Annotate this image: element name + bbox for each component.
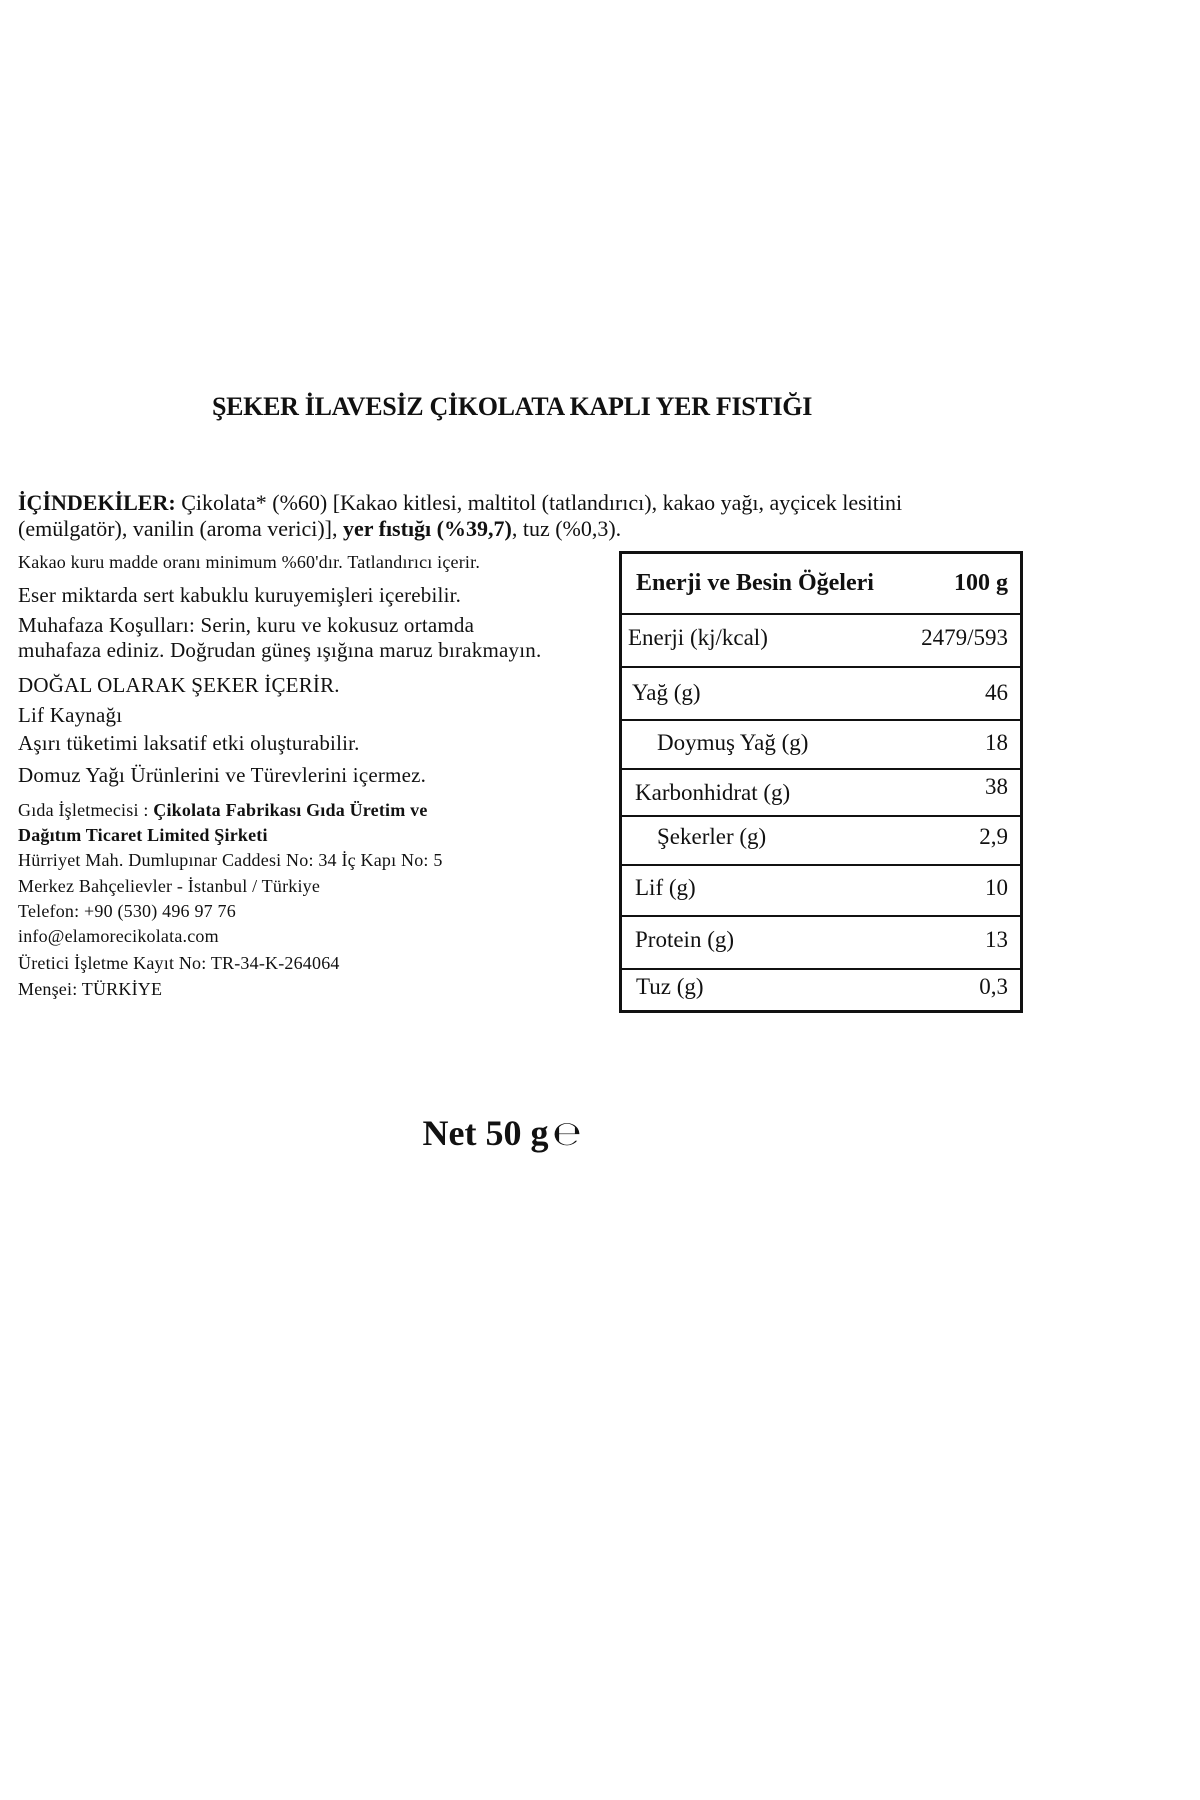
nutrition-row-label: Lif (g) [635, 875, 696, 900]
nutrition-header-value: 100 g [954, 570, 1008, 596]
net-weight [0, 1112, 1004, 1154]
nutrition-table [619, 551, 1023, 1013]
nutrition-row-value: 10 [985, 875, 1008, 900]
producer-line-1 [18, 800, 428, 821]
nutrition-row-protein [622, 915, 1020, 970]
nutrition-row-value: 2,9 [979, 824, 1008, 849]
natural-sugar-note: DOĞAL OLARAK ŞEKER İÇERİR. [18, 673, 340, 697]
nutrition-row-fat [622, 666, 1020, 721]
producer-name-2: Dağıtım Ticaret Limited Şirketi [18, 825, 268, 845]
nutrition-row-label: Doymuş Yağ (g) [657, 730, 809, 755]
nutrition-row-label: Enerji (kj/kcal) [628, 625, 768, 650]
nutrition-row-value: 0,3 [979, 974, 1008, 999]
ingredients-label: İÇİNDEKİLER: [18, 490, 176, 515]
ingredients-paragraph [18, 490, 1008, 542]
nutrition-row-value: 13 [985, 927, 1008, 952]
nutrition-row-value: 2479/593 [921, 625, 1008, 650]
nutrition-row-fiber [622, 864, 1020, 917]
ingredients-highlight: yer fıstığı (%39,7) [342, 516, 512, 541]
nutrition-header-row [622, 554, 1020, 615]
ingredients-text-end: , tuz (%0,3). [511, 516, 622, 541]
estimated-sign-icon: ℮ [552, 1114, 582, 1154]
nutrition-row-label: Karbonhidrat (g) [635, 780, 791, 805]
ingredients-text: Çikolata* (%60) [Kakao kitlesi, maltitol (tatlandırıcı), kakao yağı, ayçicek lesitini (emülgatör), vanilin (aroma verici)], [18, 490, 903, 541]
nutrition-header-label: Enerji ve Besin Öğeleri [636, 570, 874, 596]
net-weight-text: Net 50 g [422, 1113, 549, 1153]
fiber-source-note: Lif Kaynağı [18, 703, 123, 727]
producer-registration: Üretici İşletme Kayıt No: TR-34-K-264064 [18, 953, 340, 973]
producer-address-1: Hürriyet Mah. Dumlupınar Caddesi No: 34 İç Kapı No: 5 [18, 850, 443, 870]
nutrition-row-label: Protein (g) [635, 927, 735, 952]
producer-address-2: Merkez Bahçelievler - İstanbul / Türkiye [18, 876, 321, 896]
nutrition-row-energy [622, 613, 1020, 668]
nutrition-row-value: 18 [985, 730, 1008, 755]
producer-phone: Telefon: +90 (530) 496 97 76 [18, 901, 236, 921]
product-title: ŞEKER İLAVESİZ ÇİKOLATA KAPLI YER FISTIĞI [211, 392, 813, 421]
nutrition-row-label: Şekerler (g) [657, 824, 767, 849]
nutrition-row-label: Tuz (g) [636, 974, 704, 999]
storage-conditions-line-1: Muhafaza Koşulları: Serin, kuru ve kokusuz ortamda [18, 613, 475, 637]
nutrition-row-label: Yağ (g) [632, 680, 701, 705]
producer-origin: Menşei: TÜRKİYE [18, 979, 163, 999]
nutrition-row-saturated-fat [622, 719, 1020, 770]
laxative-warning: Aşırı tüketimi laksatif etki oluşturabilir. [18, 731, 360, 755]
pork-free-note: Domuz Yağı Ürünlerini ve Türevlerini içermez. [18, 763, 427, 787]
nutrition-row-value: 38 [985, 774, 1008, 799]
producer-prefix: Gıda İşletmecisi : [18, 800, 154, 820]
cocoa-content-note: Kakao kuru madde oranı minimum %60'dır. Tatlandırıcı içerir. [18, 552, 481, 572]
producer-email: info@elamorecikolata.com [18, 926, 219, 946]
nut-allergen-warning: Eser miktarda sert kabuklu kuruyemişleri içerebilir. [18, 583, 462, 607]
nutrition-row-value: 46 [985, 680, 1008, 705]
nutrition-row-salt [622, 968, 1020, 1013]
nutrition-row-carbohydrate [622, 768, 1020, 817]
producer-name-1: Çikolata Fabrikası Gıda Üretim ve [153, 800, 428, 820]
storage-conditions-line-2: muhafaza ediniz. Doğrudan güneş ışığına maruz bırakmayın. [18, 638, 542, 662]
nutrition-row-sugars [622, 815, 1020, 866]
